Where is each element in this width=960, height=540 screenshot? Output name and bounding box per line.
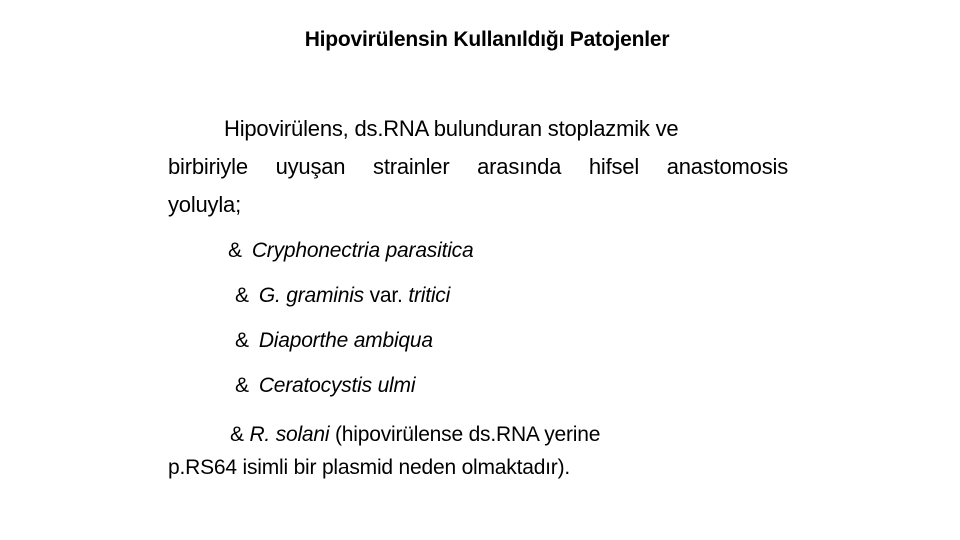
slide-title: Hipovirülensin Kullanıldığı Patojenler <box>304 28 670 51</box>
last-item-line-2: p.RS64 isimli bir plasmid neden olmaktadır). <box>168 456 571 479</box>
bullet-mark: & <box>235 374 249 397</box>
species-name: Diaporthe ambiqua <box>258 329 433 352</box>
pathogen-item <box>235 284 450 308</box>
species-name: Ceratocystis ulmi <box>258 374 416 397</box>
species-name: R. solani <box>249 423 330 446</box>
pathogen-item <box>228 239 473 263</box>
last-item-note: (hipovirülense ds.RNA yerine <box>329 423 601 446</box>
species-name: Cryphonectria parasitica <box>251 239 474 262</box>
bullet-mark: & <box>230 423 244 446</box>
intro-paragraph <box>168 110 788 224</box>
variety-label: var. <box>363 284 409 307</box>
intro-line-1: Hipovirülens, ds.RNA bulunduran stoplazmik ve <box>224 116 679 141</box>
intro-line-2: birbiriyle uyuşan strainler arasında hifsel anastomosis <box>168 154 788 179</box>
pathogen-item-last <box>168 418 600 484</box>
variety-name: tritici <box>408 284 451 307</box>
last-item-line-1 <box>168 418 600 451</box>
bullet-mark: & <box>235 284 249 307</box>
pathogen-item <box>235 329 433 353</box>
species-name: G. graminis <box>258 284 364 307</box>
intro-line-3: yoluyla; <box>168 192 241 217</box>
bullet-mark: & <box>228 239 242 262</box>
bullet-mark: & <box>235 329 249 352</box>
pathogen-item <box>235 374 415 398</box>
